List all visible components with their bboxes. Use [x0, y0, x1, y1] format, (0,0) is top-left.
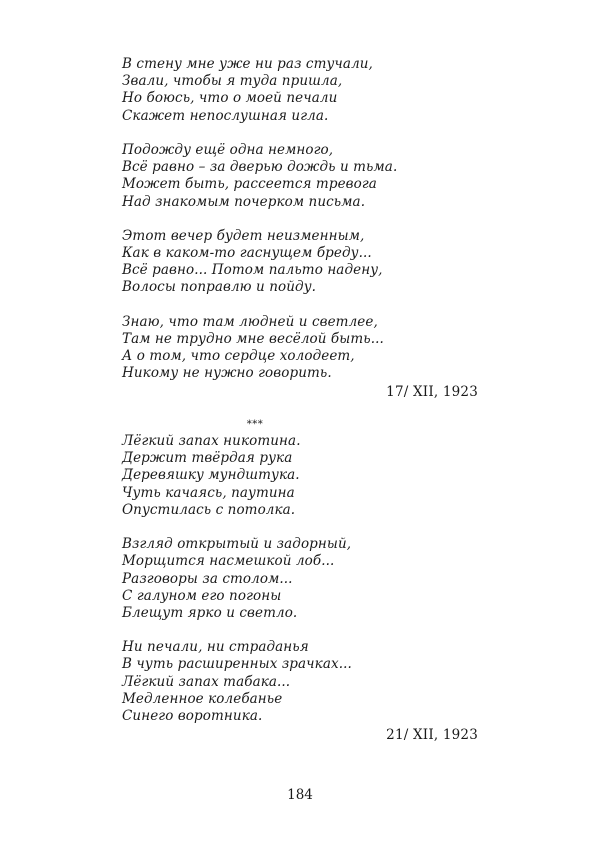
poem-line: Скажет непослушная игла.: [122, 107, 329, 124]
poem-line: Всё равно – за дверью дождь и тьма.: [122, 159, 398, 176]
poem-line: Синего воротника.: [122, 708, 263, 724]
poem-line: Может быть, рассеется тревога: [122, 176, 377, 193]
poem-line: Знаю, что там людней и светлее,: [122, 313, 378, 330]
poem-line: Как в каком-то гаснущем бреду...: [122, 245, 372, 262]
poem-line: Звали, чтобы я туда пришла,: [122, 73, 343, 90]
poem-line: Чуть качаясь, паутина: [122, 484, 295, 501]
poem-line: Этот вечер будет неизменным,: [122, 227, 365, 244]
poem-line: Никому не нужно говорить.: [122, 365, 332, 382]
poem-line: Лёгкий запах табака...: [122, 673, 291, 690]
poem-line: Ни печали, ни страданья: [122, 639, 309, 656]
poem-line: Держит твёрдая рука: [122, 450, 293, 467]
poem-line: Морщится насмешкой лоб...: [122, 553, 335, 570]
poem-line: Всё равно... Потом пальто надену,: [122, 262, 383, 279]
poem-line: Там не трудно мне весёлой быть...: [122, 331, 384, 347]
poem-2-date: 21/ XII, 1923: [386, 727, 478, 743]
poem-line: Разговоры за столом...: [122, 570, 293, 587]
poem-line: Над знакомым почерком письма.: [122, 193, 366, 210]
poem-line: Лёгкий запах никотина.: [122, 433, 301, 449]
poem-line: Деревяшку мундштука.: [122, 467, 300, 484]
page-number: 184: [287, 787, 313, 803]
poem-line: Подожду ещё одна немного,: [122, 141, 334, 158]
poem-1-date: 17/ XII, 1923: [386, 384, 478, 400]
poem-line: Взгляд открытый и задорный,: [122, 536, 352, 553]
poem-line: Волосы поправлю и пойду.: [122, 279, 317, 296]
poem-line: Медленное колебанье: [122, 690, 283, 707]
poem-line: Опустилась с потолка.: [122, 501, 296, 518]
poem-line: Блещут ярко и светло.: [122, 604, 298, 621]
poem-line: В чуть расширенных зрачках...: [122, 656, 352, 673]
poem-separator: ***: [246, 419, 264, 430]
poem-line: С галуном его погоны: [122, 587, 282, 604]
poem-line: В стену мне уже ни раз стучали,: [122, 56, 373, 72]
poem-line: Но боюсь, что о моей печали: [122, 90, 338, 107]
poem-1: [122, 56, 482, 383]
poem-2: [122, 433, 482, 725]
poem-line: А о том, что сердце холодеет,: [122, 348, 355, 365]
